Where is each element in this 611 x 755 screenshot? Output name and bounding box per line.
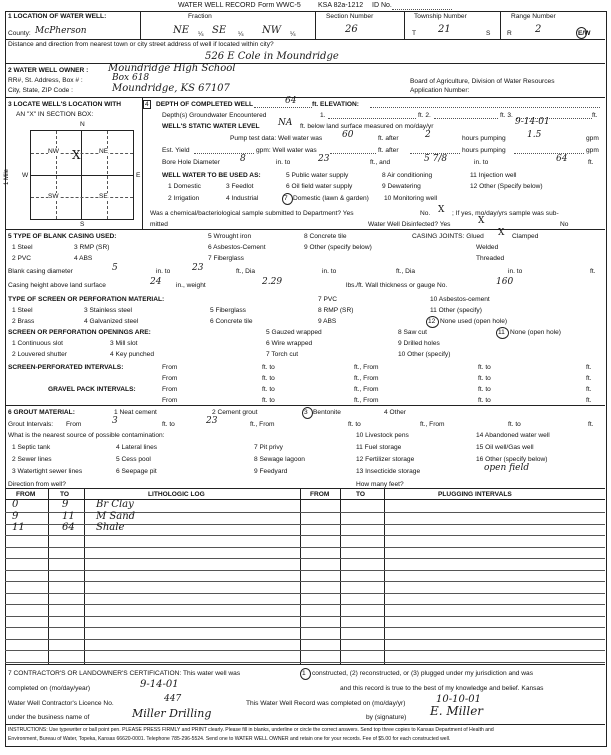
log-row-desc: Br Clay <box>96 499 134 510</box>
licence-value: 447 <box>164 694 182 704</box>
board-label: Board of Agriculture, Division of Water Resources <box>410 78 555 85</box>
casing-joints-label: CASING JOINTS: Glued <box>412 233 484 240</box>
section-1-label: 1 LOCATION OF WATER WELL: <box>8 13 107 20</box>
county-value: McPherson <box>35 26 87 36</box>
city-value: Moundridge, KS 67107 <box>112 83 230 94</box>
other-source-value: open field <box>484 463 530 473</box>
log-row-to: 11 <box>62 511 75 522</box>
log-rule <box>5 662 605 663</box>
pump-hours-value: 2 <box>425 130 431 140</box>
log-rule <box>5 627 605 628</box>
contamination-label: What is the nearest source of possible contamination: <box>8 432 165 439</box>
west-label: W <box>22 172 29 179</box>
id-label: ID No. <box>372 2 392 9</box>
bore-depth-2-value: 64 <box>556 154 568 164</box>
log-row-from: 11 <box>12 522 25 533</box>
log-row-from: 0 <box>12 499 19 510</box>
east-label: E <box>136 172 141 179</box>
log-rule <box>5 558 605 559</box>
log-rule <box>5 639 605 640</box>
groundwater-label: Depth(s) Groundwater Encountered <box>162 112 267 119</box>
ne-label: NE <box>99 148 109 155</box>
static-date-value: 9-14-01 <box>515 117 550 127</box>
owner-value: Moundridge High School <box>108 63 236 74</box>
casing-height-label: Casing height above land surface <box>8 282 106 289</box>
bore-diameter-value: 8 <box>240 154 246 164</box>
openings-label: SCREEN OR PERFORATION OPENINGS ARE: <box>8 329 151 336</box>
north-label: N <box>80 121 85 128</box>
range-number-label: Range Number <box>511 13 556 20</box>
section-3-sub: AN "X" IN SECTION BOX: <box>16 111 94 118</box>
log-rule <box>5 535 605 536</box>
chem-question: Was a chemical/bacteriological sample submitted to Department? Yes <box>150 210 354 217</box>
section-number-value: 26 <box>345 24 358 35</box>
depth-value: 64 <box>285 96 297 106</box>
log-rule <box>5 581 605 582</box>
township-value: 21 <box>438 24 451 35</box>
log-rule <box>5 604 605 605</box>
sw-label: SW <box>48 193 59 200</box>
log-row-to: 9 <box>62 499 69 510</box>
city-label: City, State, ZIP Code : <box>8 87 73 94</box>
township-number-label: Township Number <box>414 13 467 20</box>
screen-intervals-label: SCREEN-PERFORATED INTERVALS: <box>8 364 124 371</box>
nw-label: NW <box>48 148 59 155</box>
quarter-3: NW <box>262 25 282 36</box>
section-grid <box>30 130 134 220</box>
form-number: Form WWC-5 <box>258 2 301 9</box>
log-row-desc: Shale <box>96 522 125 533</box>
quarter-1: NE <box>173 25 190 36</box>
log-rule <box>5 512 605 513</box>
bore-diameter-2-value: 5 7/8 <box>424 154 448 164</box>
record-date-value: 10-10-01 <box>436 694 481 705</box>
mile-label: 1 Mile <box>4 168 10 185</box>
section-number-label: Section Number <box>326 13 374 20</box>
id-line <box>392 9 452 10</box>
ew-label: E/W <box>578 30 591 37</box>
section-3-label: 3 LOCATE WELL'S LOCATION WITH <box>8 101 122 108</box>
business-name-value: Miller Drilling <box>132 707 212 720</box>
distance-label: Distance and direction from nearest town or city street address of well if located within city? <box>8 41 274 48</box>
log-rule <box>5 650 605 651</box>
form-title: WATER WELL RECORD <box>178 2 256 9</box>
log-rule <box>5 524 605 525</box>
range-value: 2 <box>535 24 542 35</box>
pump-test-label: Pump test data: Well water was <box>230 135 323 142</box>
log-rule <box>5 570 605 571</box>
county-label: County: <box>8 30 31 37</box>
gravel-intervals-label: GRAVEL PACK INTERVALS: <box>48 386 136 393</box>
location-mark: X <box>72 148 81 162</box>
section-5-label: 5 TYPE OF BLANK CASING USED: <box>8 233 117 240</box>
log-rule <box>5 616 605 617</box>
address-value: Box 618 <box>112 73 150 83</box>
log-row-desc: M Sand <box>96 511 136 522</box>
use-label: WELL WATER TO BE USED AS: <box>162 172 261 179</box>
log-row-to: 64 <box>62 522 75 533</box>
static-level-label: WELL'S STATIC WATER LEVEL <box>162 123 260 130</box>
se-label: SE <box>99 193 108 200</box>
gpm-value: 1.5 <box>527 130 542 140</box>
bore-depth-value: 23 <box>318 154 330 164</box>
application-number-label: Application Number: <box>410 87 470 94</box>
distance-value: 526 E Cole in Moundridge <box>205 51 339 62</box>
log-rule <box>5 593 605 594</box>
log-row-from: 9 <box>12 511 19 522</box>
quarter-2: SE <box>212 25 227 36</box>
completed-date-value: 9-14-01 <box>140 679 179 690</box>
casing-diameter-label: Blank casing diameter <box>8 268 73 275</box>
section-6-label: 6 GROUT MATERIAL: <box>8 409 75 416</box>
static-level-value: NA <box>278 118 293 128</box>
instructions-line-2: Environment, Bureau of Water, Topeka, Kansas 66620-0001. Telephone 785-296-5524. Send one to WATER WELL OWNER and retain one for your records. Fee of $5.00 for each constructed well. <box>8 736 451 742</box>
address-label: RR#, St. Address, Box # : <box>8 77 83 84</box>
pump-level-value: 60 <box>342 130 354 140</box>
screen-material-label: TYPE OF SCREEN OR PERFORATION MATERIAL: <box>8 296 165 303</box>
depth-label: DEPTH OF COMPLETED WELL <box>156 101 254 108</box>
ksa-number: KSA 82a-1212 <box>318 2 364 9</box>
signature-value: E. Miller <box>430 704 484 718</box>
fraction-label: Fraction <box>188 13 212 20</box>
certification-label: 7 CONTRACTOR'S OR LANDOWNER'S CERTIFICATION: This water well was <box>8 670 241 677</box>
water-well-record-form: WATER WELL RECORD Form WWC-5 KSA 82a-1212 ID No. 1 LOCATION OF WATER WELL: Fraction Section Number Township Number Range Number County: McPherson NE ¼ SE ¼ NW ¼ 26 T 21 S R 2 E/W Distance and direction from nearest town or city street address of well if located within city? 526 E Cole in Moundridge 2 WATER WELL OWNER : Moundridge High School RR#, St. Address, Box # : Box 618 City, State, ZIP Code : Moundridge, KS 67107 Board of Agriculture, Division of Water Resources Application Number: 3 LOCATE WELL'S LOCATION WITH AN "X" IN SECTION BOX: N S W E 1 Mile NW NE SW SE X 4 DEPTH OF COMPLETED WELL 64 ft. ELEVATION: Depth(s) Groundwater Encountered 1. ft. 2. ft. 3. ft. WELL'S STATIC WATER LEVEL NA ft. below land surface measured on mo/day/yr 9-14-01 Pump test data: Well water was 60 ft. after 2 hours pumping 1.5 gpm Est. Yield gpm: Well water was ft. after hours pumping gpm Bore Hole Diameter 8 in. to 23 ft., and 5 7/8 in. to 64 ft. WELL WATER TO BE USED AS: 5 Public water supply 8 Air conditioning 11 Injection well 1 Domestic 3 Feedlot 6 Oil field water supply 9 Dewatering 12 Other (Specify below) 2 Irrigation 4 Industrial 7 Domestic (lawn & garden) 10 Monitoring well Was a chemical/bacteriological sample submitted to Department? Yes No. X ; If yes, mo/day/yrs sample was sub- mitted Water Well Disinfected? Yes X No 5 TYPE OF BLANK CASING USED: 5 Wrought iron 8 Concrete tile 1 Steel 3 RMP (SR) 6 Asbestos-Cement 9 Other (specify below) 2 PVC 4 ABS 7 Fiberglass CASING JOINTS: Glued X Clamped Welded Threaded Blank casing diameter 5 in. to 23 ft., Dia in. to ft., Dia in. to ft. Casing height above land surface 24 in., weight 2.29 lbs./ft. Wall thickness or gauge No. 160 TYPE OF SCREEN OR PERFORATION MATERIAL: 7 PVC 10 Asbestos-cement 1 Steel 3 Stainless steel 5 Fiberglass 8 RMP (SR) 11 Other (specify) 2 Brass 4 Galvanized steel 6 Concrete tile 9 ABS 12 None used (open hole) SCREEN OR PERFORATION OPENINGS ARE: 5 Gauzed wrapped 8 Saw cut 11 None (open hole) 1 Continuous slot 3 Mill slot 6 Wire wrapped 9 Drilled holes 2 Louvered shutter 4 Key punched 7 Torch cut 10 Other (specify) SCREEN-PERFORATED INTERVALS: From ft. to ft., From ft. to ft. From ft. to ft., From ft. to ft. GRAVEL PACK INTERVALS: From ft. to ft., From ft. to ft. From ft. to ft., From ft. to ft. 6 GROUT MATERIAL: 1 Neat cement 2 Cement grout 3 Bentonite 4 Other Grout Intervals: From 3 ft. to 23 ft., From ft. to ft., From ft. to ft. What is the nearest source of possible contamination: 10 Livestock pens 14 Abandoned water well 1 Septic tank 4 Lateral lines 7 Pit privy 11 Fuel storage 15 Oil well/Gas well 2 Sewer lines 5 Cess pool 8 Sewage lagoon 12 Fertilizer storage 16 Other (specify below) 3 Watertight sewer lines 6 Seepage pit 9 Feedyard 13 Insecticide storage open field Direction from well? How many feet? FROM TO LITHOLOGIC LOG FROM TO PLUGGING INTERVALS 0 9 Br Clay 9 11 M Sand 11 64 Shale 7 CONTRACTOR'S OR LANDOWNER'S CERTIFICATION: This water well was 1 constructed, (2) reconstructed, or (3) plugged under my jurisdiction and was completed on (mo/day/year) 9-14-01 and this record is true to the best of my knowledge and belief. Kansas Water Well Contractor's Licence No. 447 This Water Well Record was completed on (mo/day/yr) 10-10-01 under the business name of Miller Drilling by (signature) E. Miller INSTRUCTIONS: Use typewriter or ball point pen. PLEASE PRESS FIRMLY and PRINT clearly. Please fill in blanks, underline or circle the correct answers. Send top three copies to Kansas Department of Health and Environment, Bureau of Water, Topeka, Kansas 66620-0001. Telephone 785-296-5524. Send one to WATER WELL OWNER and retain one for your records. Fee of $5.00 for each constructed well. <box>0 0 611 755</box>
instructions-line-1: INSTRUCTIONS: Use typewriter or ball point pen. PLEASE PRESS FIRMLY and PRINT clearly. Please fill in blanks, underline or circle the correct answers. Send top three copies to Kansas Department of Health and <box>8 727 494 733</box>
section-2-label: 2 WATER WELL OWNER : <box>8 67 89 74</box>
south-label: S <box>80 221 85 228</box>
log-rule <box>5 547 605 548</box>
